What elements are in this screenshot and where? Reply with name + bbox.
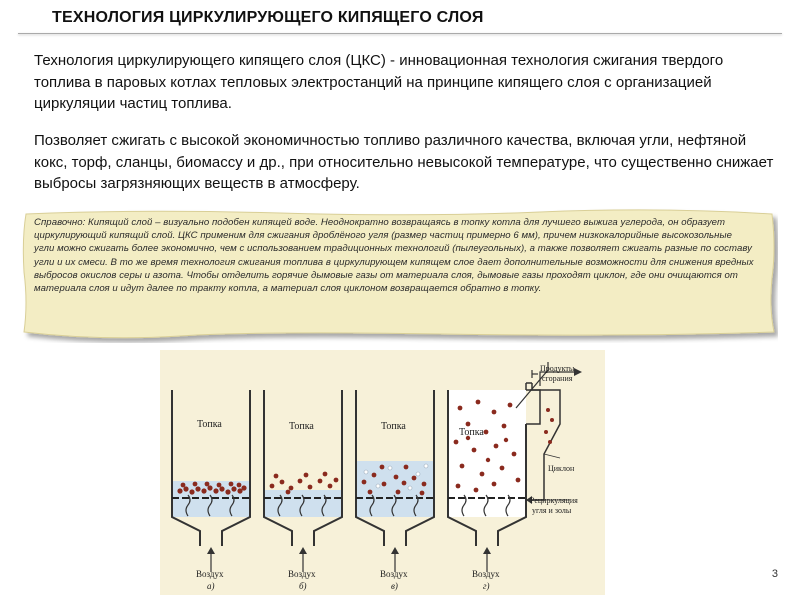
air-label-c: Воздух [380, 569, 408, 579]
recirculation-label-line1: Рециркуляция [530, 496, 578, 505]
panel-letter-d: г) [483, 581, 490, 591]
furnace-label-d: Топка [459, 427, 484, 438]
panel-letter-c: в) [391, 581, 398, 591]
page-number: 3 [771, 568, 778, 580]
air-label-b: Воздух [288, 569, 316, 579]
benefits-paragraph: Позволяет сжигать с высокой экономичностью топливо различного качества, включая угли, нефтяной кокс, торф, сланцы, биомассу и др., при относительно невысокой температуре, что существенно снижает выбросы загрязняющих веществ в атмосферу. [34, 132, 774, 192]
air-label-a: Воздух [196, 569, 224, 579]
intro-paragraph: Технология циркулирующего кипящего слоя (ЦКС) - инновационная технология сжигания твердого топлива в паровых котлах тепловых электростанций на принципе кипящего слоя с организацией циркуляции частиц топлива. [34, 52, 724, 112]
air-label-d: Воздух [472, 569, 500, 579]
title-divider [18, 33, 782, 34]
products-label-line2: сгорания [542, 374, 573, 383]
furnace-label-b: Топка [289, 421, 314, 432]
furnace-label-c: Топка [381, 421, 406, 432]
recirculation-label-line2: угля и золы [532, 506, 572, 515]
fluidized-bed-diagram [160, 350, 605, 595]
reference-note [20, 208, 778, 343]
products-label-line1: Продукты [540, 364, 575, 373]
panel-letter-b: б) [299, 581, 307, 591]
furnace-label-a: Топка [197, 419, 222, 430]
reference-note-text: Справочно: Кипящий слой – визуально подобен кипящей воде. Неоднократно возвращаясь в топку котла для лучшего выжига углерода, он образует циркулирующий кипящий слой. ЦКС применим для сжигания дроблёного угля (размер частиц примерно 6 мм), причем низкокалорийные высокозольные угли можно сжигать более экономично, чем с использованием традиционных технологий (пылеугольных), а также позволяет сжигать разные по составу угли и их смеси. В то же время технология сжигания топлива в циркулирующем кипящем слое дает дополнительные возможности для снижения вредных выбросов окислов серы и азота. Чтобы отделить горячие дымовые газы от материала слоя, дымовые газы проходят циклон, где они очищаются от материала слоя и идут далее по тракту котла, а материал слоя циклоном возвращается обратно в топку. [34, 217, 754, 295]
slide-title: ТЕХНОЛОГИЯ ЦИРКУЛИРУЮЩЕГО КИПЯЩЕГО СЛОЯ [52, 9, 484, 26]
panel-letter-a: а) [207, 581, 215, 591]
cyclone-label: Циклон [548, 464, 575, 473]
